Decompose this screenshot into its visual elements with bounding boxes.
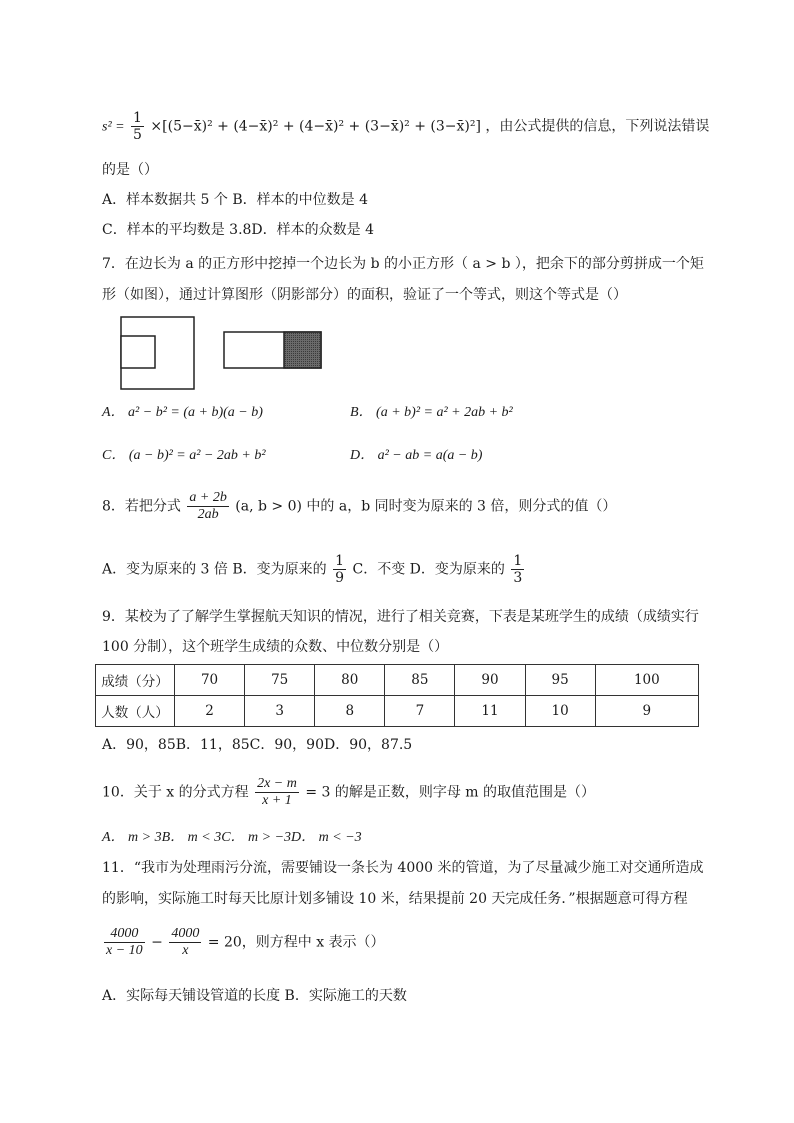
q10-fraction-numerator: 2x − m [257,776,297,791]
q6-formula-line [102,110,709,143]
table-cell: 2 [175,696,245,727]
table-cell: 8 [315,696,385,727]
table-cell: 85 [385,665,455,696]
q11-frac2-num: 4000 [171,926,200,941]
q8-fraction-denominator: 2ab [197,507,219,522]
q9-stem-line1: 9．某校为了了解学生掌握航天知识的情况，进行了相关竞赛，下表是某班学生的成绩（成绩实行 [102,609,699,625]
table-cell: 70 [175,665,245,696]
table-cell: 95 [525,665,595,696]
table-cell: 7 [385,696,455,727]
table-cell: 75 [245,665,315,696]
q8-option-frac1-den: 9 [335,570,345,586]
q8-options-prefix: A．变为原来的 3 倍 B．变为原来的 [102,561,327,578]
q11-equation [102,926,385,959]
q7-option-a: A． a² − b² = (a + b)(a − b) [102,405,263,420]
q10-fraction [255,776,299,809]
q6-options-cd: C．样本的平均数是 3.8D．样本的众数是 4 [102,222,375,238]
table-header-score: 成绩（分） [96,665,175,696]
q6-formula-body: ×[(5−x̄)² + (4−x̄)² + (4−x̄)² + (3−x̄)² + (3−x̄)²] [150,118,481,135]
table-cell: 9 [595,696,698,727]
table-row [96,665,699,696]
q8-option-frac2-den: 3 [513,570,523,586]
table-cell: 3 [245,696,315,727]
q10-stem-suffix: = 3 的解是正数，则字母 m 的取值范围是（） [305,784,596,801]
q8-options-middle: C．不变 D．变为原来的 [352,561,505,578]
q6-fraction-numerator: 1 [133,110,142,126]
q11-stem-line2: 的影响，实际施工时每天比原计划多铺设 10 米，结果提前 20 天完成任务．”根据题意可得方程 [102,891,688,907]
q7-stem-line2: 形（如图），通过计算图形（阴影部分）的面积，验证了一个等式，则这个等式是（） [102,287,627,303]
table-cell: 100 [595,665,698,696]
q8-option-frac2-num: 1 [513,553,523,569]
q6-options-ab: A．样本数据共 5 个 B．样本的中位数是 4 [102,192,369,208]
q11-equation-fraction-2 [169,926,201,959]
q11-frac1-num: 4000 [104,926,145,943]
q6-fraction-denominator: 5 [133,127,142,143]
q6-stem-continued: 的是（） [102,162,158,178]
table-cell: 10 [525,696,595,727]
q7-figure-square-with-hole [120,316,196,390]
q8-option-frac1-num: 1 [335,553,345,569]
q8-fraction [187,490,228,523]
table-cell: 80 [315,665,385,696]
q7-option-c: C． (a − b)² = a² − 2ab + b² [102,448,266,463]
q6-formula-fraction [131,110,144,143]
q8-stem-middle: (a, b > 0) 中的 a，b 同时变为原来的 3 倍，则分式的值（） [235,498,617,515]
q9-options: A．90，85B．11，85C．90，90D．90，87.5 [102,737,413,753]
q6-formula-prefix: s² = [102,119,125,135]
q11-frac1-den: x − 10 [106,943,143,958]
table-row [96,696,699,727]
q7-option-d: D． a² − ab = a(a − b) [350,448,483,463]
table-cell: 90 [455,665,525,696]
q8-options [102,553,526,586]
q10-options: A． m > 3B． m < 3C． m > −3D． m < −3 [102,830,362,845]
q7-figure-rectangle-shaded [223,331,323,370]
q8-stem-prefix: 8．若把分式 [102,498,181,515]
q9-stem-line2: 100 分制），这个班学生成绩的众数、中位数分别是（） [102,639,449,655]
q11-equation-fraction-1 [104,926,145,959]
table-header-count: 人数（人） [96,696,175,727]
q8-stem [102,490,616,523]
q8-option-fraction-one-ninth [333,553,346,586]
q11-stem-line1: 11．“我市为处理雨污分流，需要铺设一条长为 4000 米的管道，为了尽量减少施工对交通所造成 [102,860,704,876]
q11-equation-suffix: = 20，则方程中 x 表示（） [207,934,385,951]
q10-stem [102,776,595,809]
q11-options-ab: A．实际每天铺设管道的长度 B．实际施工的天数 [102,988,407,1004]
q11-minus-sign: − [151,934,163,951]
q10-fraction-denominator: x + 1 [262,793,292,808]
q11-frac2-den: x [182,943,189,958]
q9-score-table [95,664,699,727]
q6-formula-suffix: ，由公式提供的信息，下列说法错误 [485,118,710,135]
q8-option-fraction-one-third [511,553,524,586]
q7-option-b: B． (a + b)² = a² + 2ab + b² [350,405,513,420]
q8-fraction-numerator: a + 2b [189,490,227,505]
q7-stem-line1: 7．在边长为 a 的正方形中挖掉一个边长为 b 的小正方形（ a > b ），把余下的部分剪拼成一个矩 [102,256,704,272]
table-cell: 11 [455,696,525,727]
q10-stem-prefix: 10．关于 x 的分式方程 [102,784,249,801]
